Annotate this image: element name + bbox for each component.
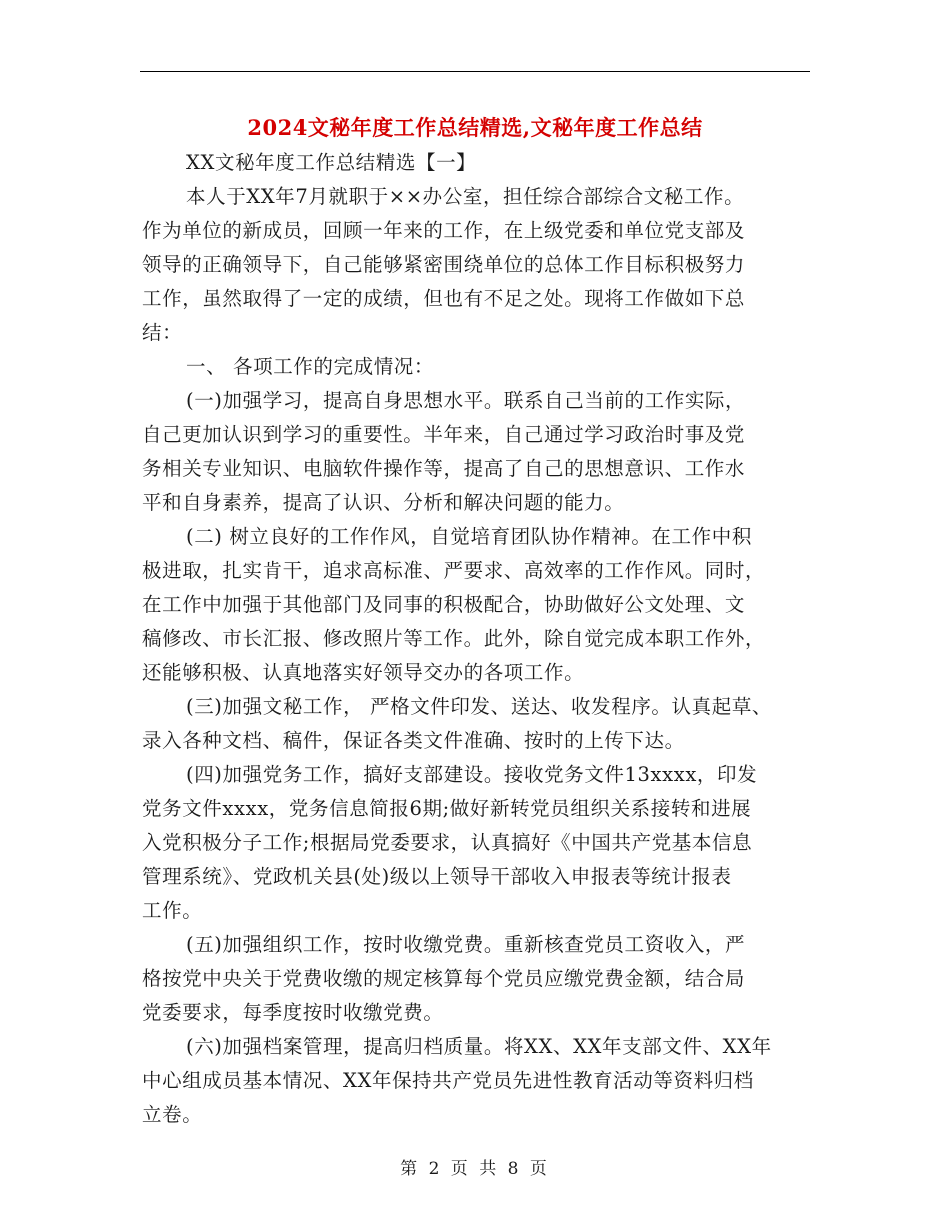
body-line: 录入各种文档、稿件，保证各类文件准确、按时的上传下达。 [142, 729, 685, 752]
body-line: 在工作中加强于其他部门及同事的积极配合，协助做好公文处理、文 [142, 593, 746, 616]
body-line: XX文秘年度工作总结精选【一】 [186, 151, 477, 174]
body-line: (四)加强党务工作，搞好支部建设。接收党务文件13xxxx，印发 [186, 763, 758, 786]
body-line: 本人于XX年7月就职于××办公室，担任综合部综合文秘工作。 [186, 185, 745, 208]
body-line: (一)加强学习，提高自身思想水平。联系自己当前的工作实际， [186, 389, 746, 412]
document-title: 2024文秘年度工作总结精选,文秘年度工作总结 [247, 115, 703, 140]
body-line: 作为单位的新成员，回顾一年来的工作，在上级党委和单位党支部及 [142, 219, 746, 242]
document-body [142, 146, 810, 1132]
body-line: 入党积极分子工作;根据局党委要求，认真搞好《中国共产党基本信息 [142, 831, 753, 854]
body-line: (五)加强组织工作，按时收缴党费。重新核查党员工资收入，严 [186, 933, 746, 956]
body-line: (六)加强档案管理，提高归档质量。将XX、XX年支部文件、XX年 [186, 1035, 772, 1058]
body-line: 自己更加认识到学习的重要性。半年来，自己通过学习政治时事及党 [142, 423, 746, 446]
body-line: 一、 各项工作的完成情况： [186, 355, 434, 378]
body-line: 工作。 [142, 899, 203, 922]
body-line: 立卷。 [142, 1103, 203, 1126]
page-footer: 第 2 页 共 8 页 [400, 1159, 550, 1179]
body-line: (二) 树立良好的工作作风，自觉培育团队协作精神。在工作中积 [186, 525, 752, 548]
body-line: 领导的正确领导下，自己能够紧密围绕单位的总体工作目标积极努力 [142, 253, 746, 276]
body-line: 稿修改、市长汇报、修改照片等工作。此外，除自觉完成本职工作外， [142, 627, 766, 650]
body-line: 还能够积极、认真地落实好领导交办的各项工作。 [142, 661, 585, 684]
body-line: 党委要求，每季度按时收缴党费。 [142, 1001, 444, 1024]
body-line: 工作，虽然取得了一定的成绩，但也有不足之处。现将工作做如下总 [142, 287, 746, 310]
body-line: 党务文件xxxx，党务信息简报6期;做好新转党员组织关系接转和进展 [142, 797, 752, 820]
body-line: 务相关专业知识、电脑软件操作等，提高了自己的思想意识、工作水 [142, 457, 746, 480]
body-line: 中心组成员基本情况、XX年保持共产党员先进性教育活动等资料归档 [142, 1069, 754, 1092]
body-line: 极进取，扎实肯干，追求高标准、严要求、高效率的工作作风。同时， [142, 559, 766, 582]
body-line: (三)加强文秘工作， 严格文件印发、送达、收发程序。认真起草、 [186, 695, 773, 718]
header-rule [140, 71, 810, 72]
body-line: 格按党中央关于党费收缴的规定核算每个党员应缴党费金额，结合局 [142, 967, 746, 990]
body-line: 结： [142, 321, 183, 344]
body-line: 管理系统》、党政机关县(处)级以上领导干部收入申报表等统计报表 [142, 865, 732, 888]
body-line: 平和自身素养，提高了认识、分析和解决问题的能力。 [142, 491, 625, 514]
